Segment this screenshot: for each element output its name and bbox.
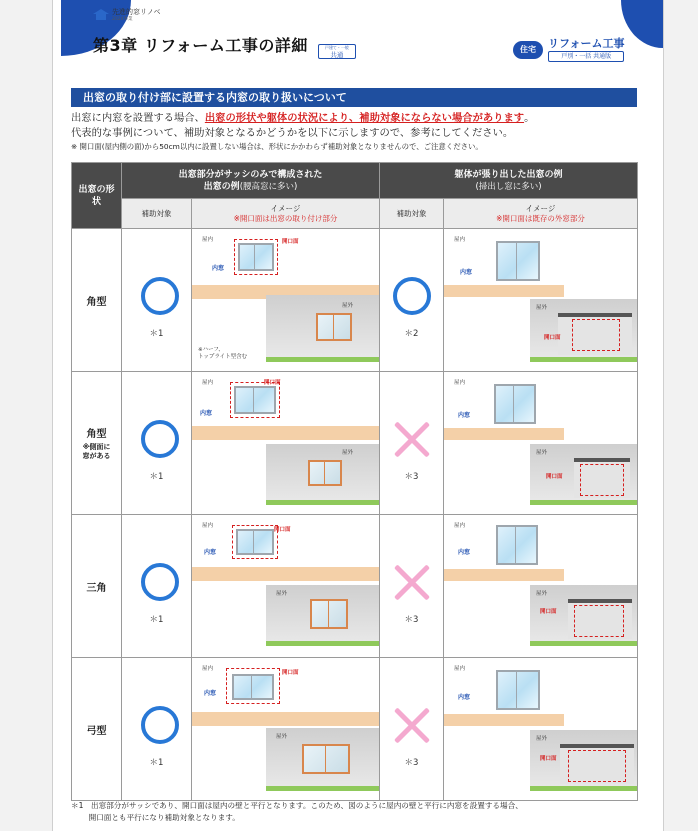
wall-illustration	[444, 569, 564, 581]
footnote-ref: ＊1	[149, 758, 164, 768]
footnote-ref: ＊2	[404, 329, 419, 339]
subsidy-cell-b	[380, 372, 444, 515]
wall-illustration	[192, 567, 380, 581]
inner-window-illustration	[496, 241, 540, 281]
logo-sub: 2024事業	[112, 17, 133, 22]
wall-illustration	[444, 285, 564, 297]
header-group-a-sub: (腰高窓に多い)	[239, 181, 298, 192]
outdoor-label: 屋外	[536, 591, 548, 597]
inner-window-label: 内窓	[458, 549, 471, 556]
grass-illustration	[266, 500, 380, 505]
shape-label: 弓型	[86, 725, 107, 737]
header-image-a	[192, 199, 380, 229]
header-group-b-title: 躯体が張り出した出窓の例	[454, 169, 563, 180]
footnote-ref: ＊1	[149, 472, 164, 482]
grass-illustration	[266, 786, 380, 791]
opening-frame	[574, 605, 624, 637]
outdoor-label: 屋外	[536, 736, 548, 742]
cross-icon	[392, 420, 432, 460]
logo	[93, 8, 160, 22]
opening-label: 開口面	[546, 474, 563, 480]
indoor-label: 屋内	[202, 523, 214, 529]
intro-line1-a: 出窓に内窓を設置する場合、	[71, 112, 205, 124]
header-group-a-title: 出窓部分がサッシのみで構成された	[178, 169, 323, 180]
inner-window-illustration	[496, 525, 538, 565]
footnote-ref: ＊3	[404, 615, 419, 625]
wall-illustration	[444, 428, 564, 440]
subsidy-cell-b	[380, 229, 444, 372]
bay-window-illustration	[316, 313, 352, 341]
document-page	[52, 0, 664, 831]
opening-label: 開口面	[264, 380, 281, 386]
header-image-b	[444, 199, 638, 229]
shape-cell	[72, 658, 122, 801]
outdoor-label: 屋外	[276, 591, 288, 597]
table-row	[72, 229, 638, 372]
opening-frame	[230, 382, 280, 418]
intro-line1-emphasis: 出窓の形状や躯体の状況により、補助対象にならない場合があります	[204, 112, 525, 124]
intro-note: ※ 開口面(屋内側の面)から50cm以内に設置しない場合は、形状にかかわらず補助対象となりませんので、ご注意ください。	[71, 142, 483, 151]
wall-illustration	[444, 714, 564, 726]
inner-window-illustration	[494, 384, 536, 424]
chapter-heading	[93, 33, 356, 61]
header-shape: 出窓の形状	[72, 163, 122, 229]
page-title: 第3章 リフォーム工事の詳細	[93, 36, 308, 55]
opening-frame	[580, 464, 624, 496]
subsidy-cell-a	[122, 229, 192, 372]
opening-frame	[232, 525, 278, 559]
circle-icon	[141, 706, 179, 744]
section-title: 出窓の取り付け部に設置する内窓の取り扱いについて	[71, 88, 637, 107]
intro-line1-b: 。	[524, 112, 535, 124]
grass-illustration	[530, 786, 638, 791]
shape-label: 角型	[86, 429, 107, 440]
category-pill: 住宅	[513, 41, 543, 59]
note-half-toplight: ※ハーフ、 トップライト型含む	[198, 347, 248, 360]
outdoor-label: 屋外	[536, 450, 548, 456]
outdoor-label: 屋外	[342, 303, 354, 309]
opening-label: 開口面	[540, 609, 557, 615]
opening-label: 開口面	[540, 756, 557, 762]
circle-icon	[393, 277, 431, 315]
logo-text: 先進的窓リノベ	[112, 8, 161, 16]
inner-window-label: 内窓	[458, 694, 471, 701]
circle-icon	[141, 420, 179, 458]
bay-window-illustration	[310, 599, 348, 629]
intro-line2: 代表的な事例について、補助対象となるかどうかを以下に示しますので、参考にしてください。	[71, 127, 514, 139]
image-cell-a	[192, 372, 380, 515]
inner-window-label: 内窓	[200, 410, 213, 417]
image-cell-a	[192, 229, 380, 372]
opening-label: 開口面	[282, 239, 299, 245]
category-badge	[513, 38, 624, 62]
header-subsidy-b: 補助対象	[380, 199, 444, 229]
header-subsidy-a: 補助対象	[122, 199, 192, 229]
inner-window-label: 内窓	[204, 690, 217, 697]
inner-window-label: 内窓	[458, 412, 471, 419]
image-cell-b	[444, 372, 638, 515]
indoor-label: 屋内	[202, 237, 214, 243]
table-row	[72, 658, 638, 801]
footnote-line1: ＊1 出窓部分がサッシであり、開口面は屋内の壁と平行となります。このため、図のように屋内の壁と平行に内窓を設置する場合、	[71, 801, 523, 810]
cross-icon	[392, 706, 432, 746]
shape-sub-label: ※側面に 窓がある	[82, 443, 111, 460]
footnote-ref: ＊3	[404, 758, 419, 768]
opening-frame	[572, 319, 620, 351]
shape-cell	[72, 372, 122, 515]
image-cell-a	[192, 658, 380, 801]
indoor-label: 屋内	[454, 666, 466, 672]
image-cell-b	[444, 658, 638, 801]
header-image-a-note: ※開口面は出窓の取り付け部分	[233, 213, 338, 223]
subsidy-cell-a	[122, 658, 192, 801]
footnote	[71, 800, 651, 824]
wall-illustration	[192, 712, 380, 726]
indoor-label: 屋内	[202, 380, 214, 386]
chapter-tag-label: 共通	[330, 51, 344, 59]
circle-icon	[141, 277, 179, 315]
footnote-ref: ＊1	[149, 615, 164, 625]
grass-illustration	[266, 357, 380, 362]
opening-frame	[226, 668, 280, 704]
subsidy-cell-b	[380, 515, 444, 658]
table-row	[72, 372, 638, 515]
footnote-line2: 開口面とも平行になり補助対象となります。	[71, 813, 240, 822]
grass-illustration	[530, 357, 638, 362]
header-group-a-title2: 出窓の例	[203, 181, 240, 192]
image-cell-a	[192, 515, 380, 658]
opening-label: 開口面	[282, 670, 299, 676]
corner-decoration-right	[621, 0, 663, 48]
outdoor-label: 屋外	[342, 450, 354, 456]
inner-window-label: 内窓	[204, 549, 217, 556]
subsidy-cell-b	[380, 658, 444, 801]
header-group-b-sub: (掃出し窓に多い)	[475, 181, 542, 192]
intro-text	[71, 111, 651, 153]
indoor-label: 屋内	[202, 666, 214, 672]
shape-cell	[72, 229, 122, 372]
inner-window-illustration	[496, 670, 540, 710]
image-cell-b	[444, 229, 638, 372]
opening-label: 開口面	[274, 527, 291, 533]
header-group-a	[122, 163, 380, 199]
grass-illustration	[530, 500, 638, 505]
shape-label: 角型	[86, 296, 107, 308]
circle-icon	[141, 563, 179, 601]
category-title: リフォーム工事	[548, 37, 625, 50]
subsidy-cell-a	[122, 515, 192, 658]
category-sub: 戸別・一括 共通版	[548, 51, 624, 62]
shape-label: 三角	[86, 582, 107, 594]
footnote-ref: ＊3	[404, 472, 419, 482]
footnote-ref: ＊1	[149, 329, 164, 339]
bay-window-table	[71, 162, 638, 801]
indoor-label: 屋内	[454, 523, 466, 529]
cross-icon	[392, 563, 432, 603]
house-icon	[93, 9, 109, 20]
table-row	[72, 515, 638, 658]
bay-window-illustration	[308, 460, 342, 486]
header-group-b	[380, 163, 638, 199]
header-image-b-note: ※開口面は既存の外窓部分	[496, 213, 585, 223]
chapter-tag	[318, 44, 356, 59]
outdoor-label: 屋外	[536, 305, 548, 311]
opening-label: 開口面	[544, 335, 561, 341]
inner-window-label: 内窓	[212, 265, 225, 272]
grass-illustration	[530, 641, 638, 646]
grass-illustration	[266, 641, 380, 646]
opening-frame	[568, 750, 626, 782]
header-image-a-label: イメージ	[270, 203, 301, 213]
opening-frame	[234, 239, 278, 275]
chapter-tag-top: 戸建て・一般	[324, 45, 349, 50]
outdoor-label: 屋外	[276, 734, 288, 740]
bay-window-illustration	[302, 744, 350, 774]
image-cell-b	[444, 515, 638, 658]
indoor-label: 屋内	[454, 380, 466, 386]
inner-window-label: 内窓	[460, 269, 473, 276]
wall-illustration	[192, 426, 380, 440]
subsidy-cell-a	[122, 372, 192, 515]
header-image-b-label: イメージ	[525, 203, 556, 213]
indoor-label: 屋内	[454, 237, 466, 243]
shape-cell	[72, 515, 122, 658]
